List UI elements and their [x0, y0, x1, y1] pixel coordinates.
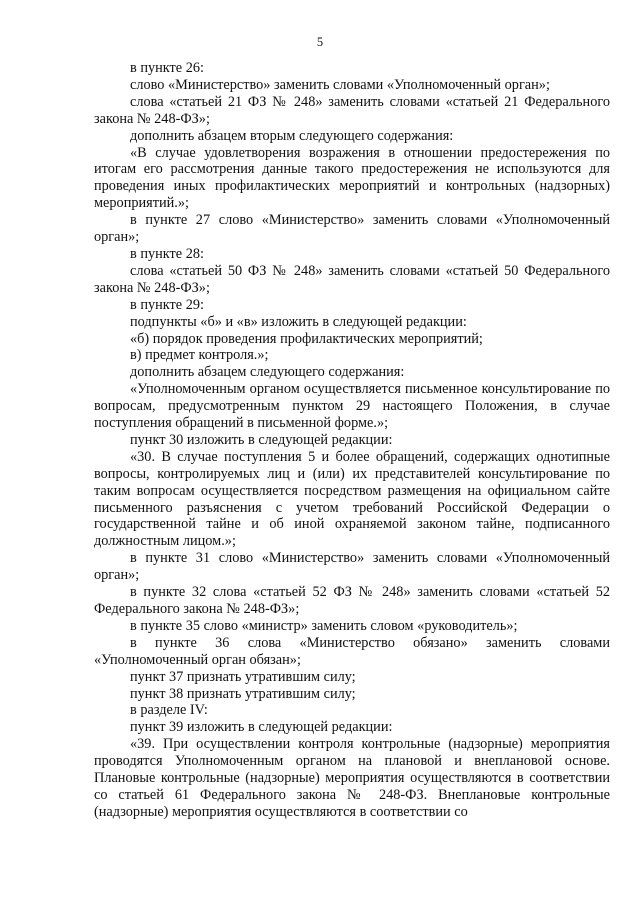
paragraph: пункт 38 признать утратившим силу;: [130, 685, 356, 702]
paragraph: слова «статьей 50 ФЗ № 248» заменить словами «статьей 50 Федерального закона № 248-ФЗ»;: [94, 262, 610, 296]
paragraph: в пункте 31 слово «Министерство» заменить словами «Уполномоченный орган»;: [94, 550, 610, 584]
paragraph: дополнить абзацем следующего содержания:: [130, 364, 405, 381]
paragraph: «Уполномоченным органом осуществляется письменное консультирование по вопросам, предусмотренным пунктом 29 настоящего Положения, в случае поступления обращений в письменной форме.»;: [94, 381, 610, 432]
paragraph: в разделе IV:: [130, 702, 208, 719]
paragraph: в пункте 26:: [130, 60, 204, 76]
paragraph: в пункте 27 слово «Министерство» заменить словами «Уполномоченный орган»;: [94, 212, 610, 246]
paragraph: подпункты «б» и «в» изложить в следующей редакции:: [130, 313, 467, 330]
paragraph: «б) порядок проведения профилактических мероприятий;: [130, 330, 483, 347]
paragraph: дополнить абзацем вторым следующего содержания:: [130, 127, 454, 144]
paragraph: в пункте 32 слова «статьей 52 ФЗ № 248» заменить словами «статьей 52 Федерального закона № 248-ФЗ»;: [94, 584, 610, 617]
paragraph: в пункте 29:: [130, 296, 204, 313]
document-body: [94, 60, 610, 821]
paragraph: слова «статьей 21 ФЗ № 248» заменить словами «статьей 21 Федерального закона № 248-ФЗ»;: [94, 93, 610, 127]
paragraph: в пункте 35 слово «министр» заменить словом «руководитель»;: [130, 617, 518, 634]
paragraph: «39. При осуществлении контроля контрольные (надзорные) мероприятия проводятся Уполномоченным органом на плановой и внеплановой основе. Плановые контрольные (надзорные) мероприятия осуществляются в соответствии со статьей 61 Федерального закона № 248-ФЗ. Внеплановые контрольные (надзорные) мероприятия осуществляются в соответствии со: [94, 736, 610, 820]
paragraph: в пункте 28:: [130, 245, 204, 262]
paragraph: слово «Министерство» заменить словами «Уполномоченный орган»;: [130, 76, 550, 93]
page-number: 5: [316, 35, 324, 49]
paragraph: пункт 37 признать утратившим силу;: [130, 668, 356, 685]
paragraph: «30. В случае поступления 5 и более обращений, содержащих однотипные вопросы, контролируемых лиц и (или) их представителей консультирование по таким вопросам осуществляется посредством размещения на официальном сайте письменного разъяснения с учетом требований Российской Федерации о государственной тайне и об иной охраняемой законом тайне, подписанного должностным лицом.»;: [94, 448, 610, 550]
paragraph: пункт 30 изложить в следующей редакции:: [130, 431, 393, 448]
paragraph: в пункте 36 слова «Министерство обязано» заменить словами «Уполномоченный орган обязан»;: [94, 634, 610, 668]
paragraph: «В случае удовлетворения возражения в отношении предостережения по итогам его рассмотрения данные такого предостережения не используются для проведения иных профилактических мероприятий и контрольных (надзорных) мероприятий.»;: [94, 144, 610, 212]
paragraph: в) предмет контроля.»;: [130, 347, 269, 364]
paragraph: пункт 39 изложить в следующей редакции:: [130, 719, 393, 736]
